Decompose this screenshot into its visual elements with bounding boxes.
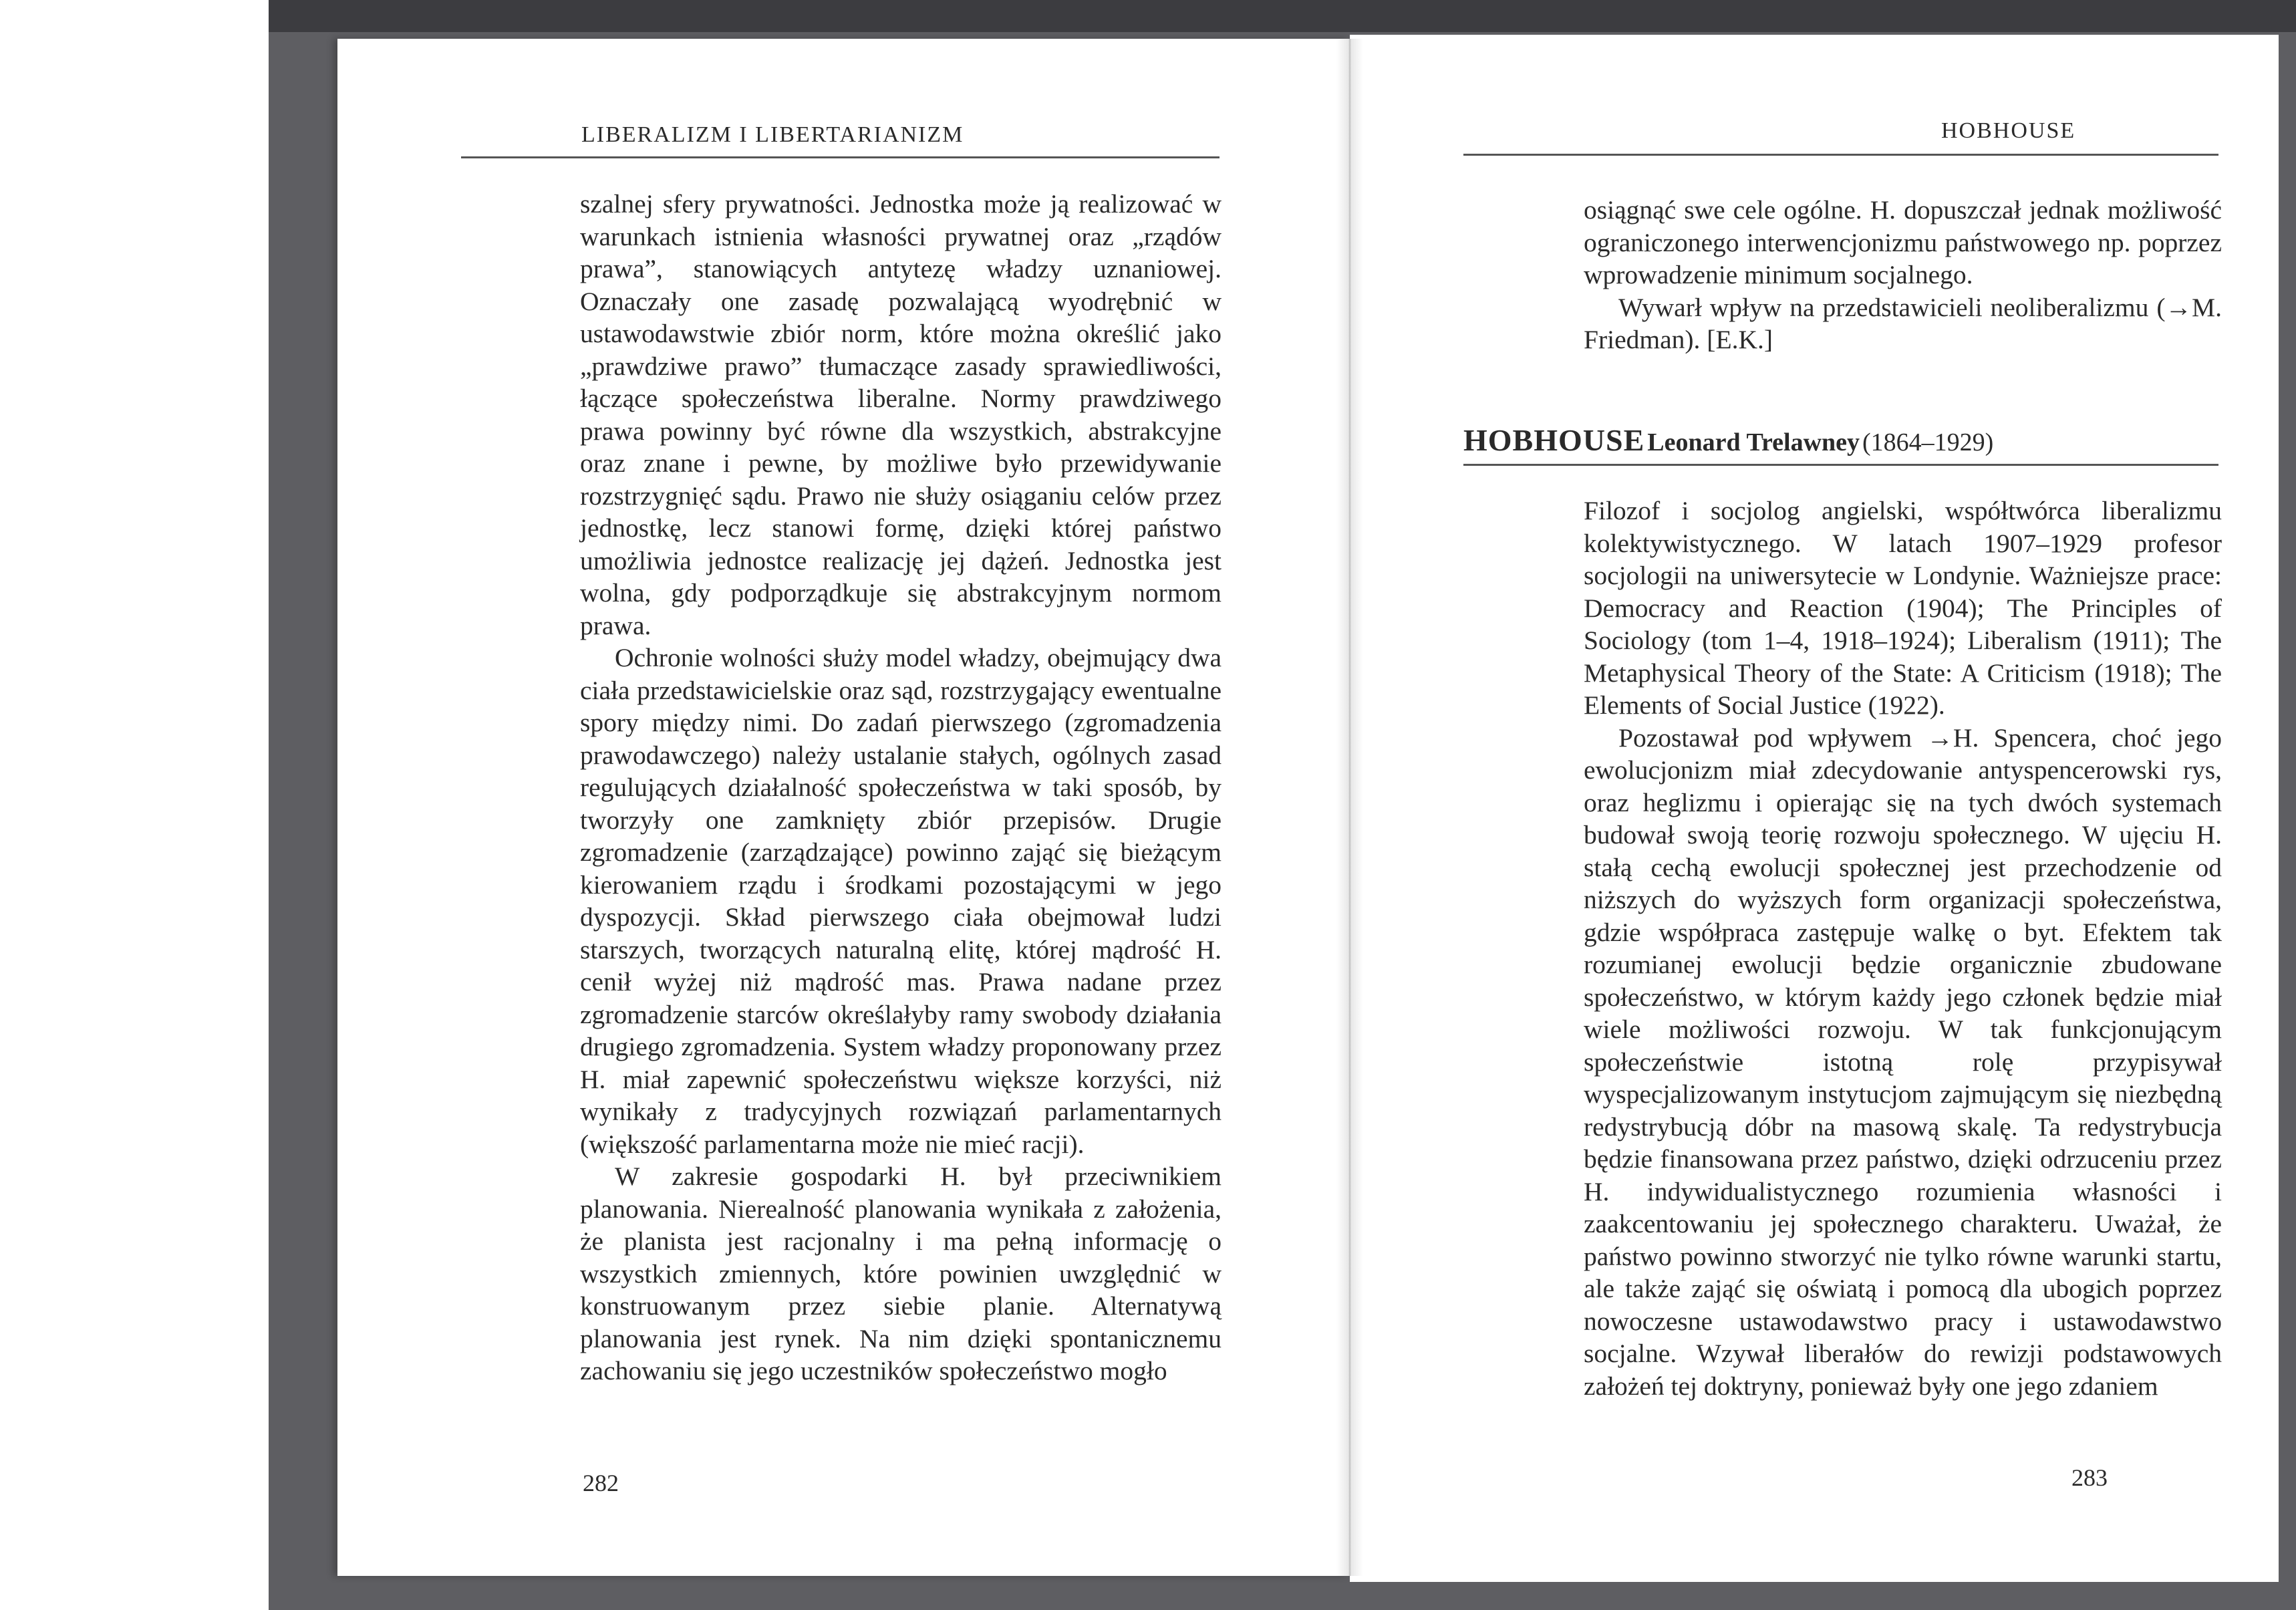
right-page-number: 283 [2071,1464,2108,1491]
entry-dates: (1864–1929) [1862,428,1994,456]
scan-margin [0,0,269,1610]
scanner-background-top [269,0,2296,32]
right-running-head: HOBHOUSE [1941,118,2076,143]
paragraph: Ochronie wolności służy model władzy, obejmujący dwa ciała przedstawicielskie oraz sąd, rozstrzygający ewentualne spory między nimi. Do zadań pierwszego (zgromadzenia prawodawczego) należy ustalanie stałych, ogólnych zasad regulujących działalność społeczeństwa w taki sposób, by tworzyły one zamknięty zbiór przepisów. Drugie zgromadzenie (zarządzające) powinno zająć się bieżącym kierowaniem rządu i środkami pozostającymi w jego dyspozycji. Skład pierwszego ciała obejmował ludzi starszych, tworzących naturalną elitę, której mądrość H. cenił wyżej niż mądrość mas. Prawa nadane przez zgromadzenie starców określałyby ramy swobody działania drugiego zgromadzenia. System władzy proponowany przez H. miał zapewnić społeczeństwu większe korzyści, niż wynikały z tradycyjnych rozwiązań parlamentarnych (większość parlamentarna może nie mieć racji). [580,643,1222,1159]
paragraph: Pozostawał pod wpływem →H. Spencera, choć jego ewolucjonizm miał zdecydowanie antyspencerowski rys, oraz heglizmu i opierając się na tych dwóch systemach budował swoją teorię rozwoju społecznego. W ujęciu H. stałą cechą ewolucji społecznej jest przechodzenie od niższych do wyższych form organizacji społeczeństwa, gdzie współpraca zastępuje walkę o byt. Efektem tak rozumianej ewolucji będzie organicznie zbudowane społeczeństwo, w którym każdy jego członek będzie miał wiele możliwości rozwoju. W tak funkcjonującym społeczeństwie istotną rolę przypisywał wyspecjalizowanym instytucjom zajmującym się niezbędną redystrybucją dóbr na masową skalę. Ta redystrybucja będzie finansowana przez państwo, dzięki odrzuceniu przez H. indywidualistycznego rozumienia własności i zaakcentowaniu jej społecznego charakteru. Uważał, że państwo powinno stworzyć nie tylko równe warunki startu, ale także zająć się oświatą i pomocą dla ubogich poprzez nowoczesne ustawodawstwo pracy i ustawodawstwo socjalne. Wzywał liberałów do rewizji podstawowych założeń tej doktryny, ponieważ były one jego zdaniem [1584,722,2222,1401]
left-header-rule [461,156,1219,158]
left-page-number: 282 [583,1470,619,1496]
entry-given-names: Leonard Trelawney [1647,428,1860,456]
right-continuation-block [1584,194,2222,356]
entry-surname: HOBHOUSE [1463,423,1645,457]
right-header-rule [1463,154,2218,156]
entry-heading-rule [1463,464,2218,466]
right-entry-block [1584,495,2222,1402]
paragraph: Filozof i socjolog angielski, współtwórca liberalizmu kolektywistycznego. W latach 1907–1929 profesor socjologii na uniwersytecie w Londynie. Ważniejsze prace: Democracy and Reaction (1904); The Principles of Sociology (tom 1–4, 1918–1924); Liberalism (1911); The Metaphysical Theory of the State: A Criticism (1918); The Elements of Social Justice (1922). [1584,496,2222,720]
paragraph: Wywarł wpływ na przedstawicieli neoliberalizmu (→M. Friedman). [E.K.] [1584,292,2222,354]
left-text-block [580,188,1222,1387]
paragraph: W zakresie gospodarki H. był przeciwnikiem planowania. Nierealność planowania wynikała z założenia, że planista jest racjonalny i ma pełną informację o wszystkich zmiennych, które powinien uwzględnić w konstruowanym przez siebie planie. Alternatywą planowania jest rynek. Na nim dzięki spontanicznemu zachowaniu się jego uczestników społeczeństwo mogło [580,1162,1222,1385]
entry-heading [1463,422,1993,458]
paragraph: osiągnąć swe cele ogólne. H. dopuszczał jednak możliwość ograniczonego interwencjonizmu państwowego np. poprzez wprowadzenie minimum socjalnego. [1584,195,2222,289]
paragraph: szalnej sfery prywatności. Jednostka może ją realizować w warunkach istnienia własności prywatnej oraz „rządów prawa”, stanowiących antytezę władzy uznaniowej. Oznaczały one zasadę pozwalającą wyodrębnić w ustawodawstwie zbiór norm, które można określić jako „prawdziwe prawo” tłumaczące zasady sprawiedliwości, łączące społeczeństwa liberalne. Normy prawdziwego prawa powinny być równe dla wszystkich, abstrakcyjne oraz znane i pewne, by możliwe było przewidywanie rozstrzygnięć sądu. Prawo nie służy osiąganiu celów przez jednostkę, lecz stanowi formę, dzięki której państwo umożliwia jednostce realizację jej dążeń. Jednostka jest wolna, gdy podporządkuje się abstrakcyjnym normom prawa. [580,189,1222,640]
book-gutter [1336,39,1363,1576]
left-running-head: LIBERALIZM I LIBERTARIANIZM [581,122,964,147]
